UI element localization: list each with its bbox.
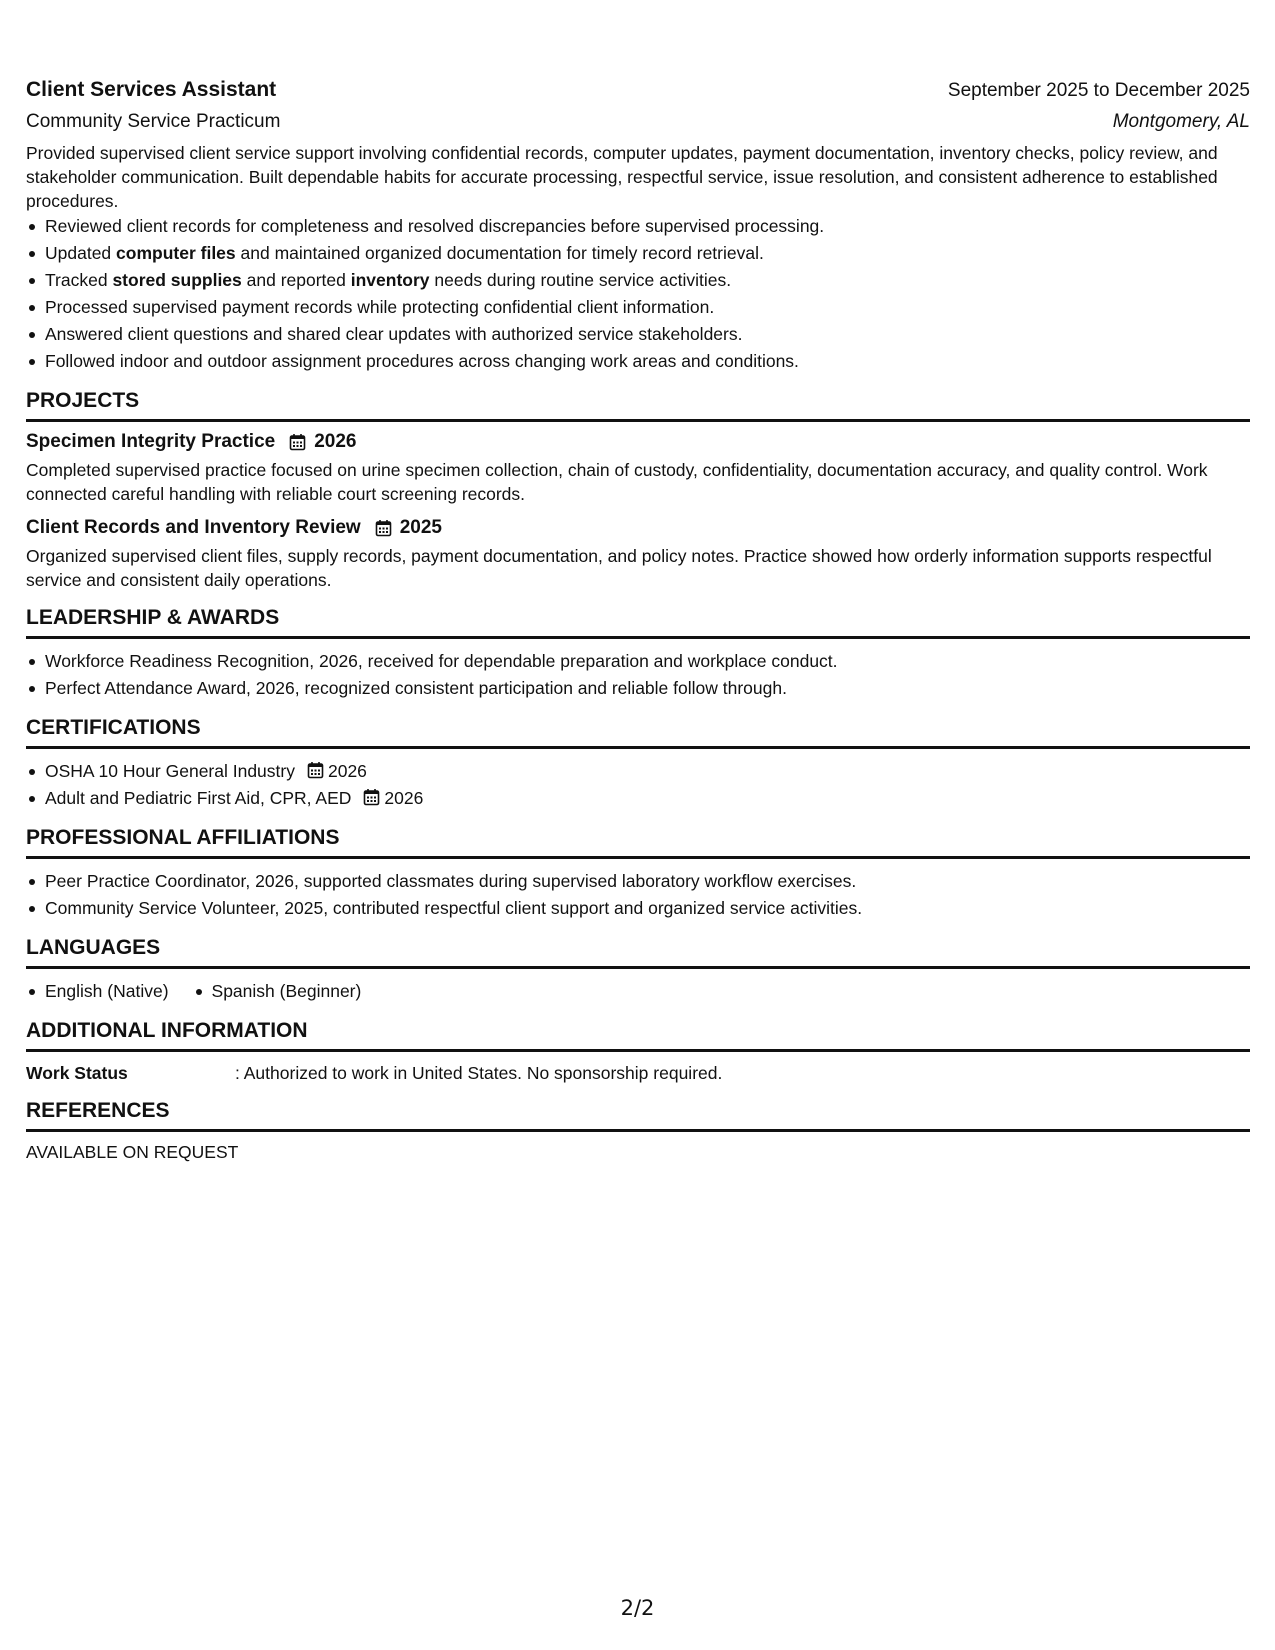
job-subheader [26, 111, 1250, 133]
list-item: Spanish (Beginner) [193, 978, 362, 1005]
bold-text: computer files [116, 243, 236, 263]
job-header [26, 78, 1250, 102]
list-item: Workforce Readiness Recognition, 2026, received for dependable preparation and workplace conduct. [26, 648, 1250, 675]
list-item: Processed supervised payment records while protecting confidential client information. [26, 294, 1250, 321]
section-heading: PROFESSIONAL AFFILIATIONS [26, 826, 1250, 859]
project-description: Completed supervised practice focused on urine specimen collection, chain of custody, confidentiality, documentation accuracy, and quality control. Work connected careful handling with reliable court screening records. [26, 460, 1208, 504]
job-bullets [26, 213, 1250, 375]
projects-section [26, 389, 1250, 592]
resume-page [26, 78, 1250, 1163]
languages-section [26, 936, 1250, 1005]
certification-date [363, 788, 423, 808]
calendar-icon [375, 519, 392, 537]
affiliations-section [26, 826, 1250, 922]
job-location: Montgomery, AL [1112, 111, 1250, 132]
list-item: Perfect Attendance Award, 2026, recognized consistent participation and reliable follow through. [26, 675, 1250, 702]
affiliation-list [26, 868, 1250, 922]
section-heading: LEADERSHIP & AWARDS [26, 606, 1250, 639]
certification-name: OSHA 10 Hour General Industry [45, 761, 295, 781]
certification-date [307, 761, 367, 781]
project-title: Specimen Integrity Practice [26, 431, 276, 452]
certification-year: 2026 [384, 788, 424, 808]
language-list [26, 978, 1250, 1005]
bold-text: inventory [350, 270, 430, 290]
project-entry [26, 517, 1250, 592]
list-item: Community Service Volunteer, 2025, contributed respectful client support and organized service activities. [26, 895, 1250, 922]
project-title-row [26, 517, 1250, 539]
list-item: Peer Practice Coordinator, 2026, supported classmates during supervised laboratory workflow exercises. [26, 868, 1250, 895]
text-run: and maintained organized documentation for timely record retrieval. [235, 243, 764, 263]
references-section [26, 1099, 1250, 1163]
list-item: Followed indoor and outdoor assignment procedures across changing work areas and conditions. [26, 348, 1250, 375]
project-entry [26, 431, 1250, 506]
list-item: Reviewed client records for completeness and resolved discrepancies before supervised processing. [26, 213, 1250, 240]
calendar-icon [289, 433, 306, 451]
project-title-row [26, 431, 1250, 453]
list-item [26, 240, 1250, 267]
job-title: Client Services Assistant [26, 78, 277, 101]
list-item: English (Native) [26, 978, 169, 1005]
text-run: needs during routine service activities. [429, 270, 732, 290]
section-heading: REFERENCES [26, 1099, 1250, 1132]
job-dates: September 2025 to December 2025 [947, 80, 1250, 101]
project-year: 2025 [399, 517, 442, 538]
list-item: Answered client questions and shared clear updates with authorized service stakeholders. [26, 321, 1250, 348]
calendar-icon [307, 761, 324, 779]
list-item [26, 785, 1250, 812]
section-heading: CERTIFICATIONS [26, 716, 1250, 749]
certification-list [26, 758, 1250, 812]
bold-text: stored supplies [112, 270, 242, 290]
calendar-icon [363, 788, 380, 806]
work-status-value: : Authorized to work in United States. No sponsorship required. [235, 1063, 723, 1083]
text-run: Tracked [45, 270, 113, 290]
section-heading: LANGUAGES [26, 936, 1250, 969]
award-list [26, 648, 1250, 702]
work-status-row [26, 1061, 1250, 1085]
section-heading: ADDITIONAL INFORMATION [26, 1019, 1250, 1052]
project-title: Client Records and Inventory Review [26, 517, 361, 538]
section-heading: PROJECTS [26, 389, 1250, 422]
list-item [26, 267, 1250, 294]
project-year: 2026 [314, 431, 357, 452]
certification-name: Adult and Pediatric First Aid, CPR, AED [45, 788, 352, 808]
job-organization: Community Service Practicum [26, 111, 281, 132]
additional-info-section [26, 1019, 1250, 1085]
text-run: Updated [45, 243, 117, 263]
list-item [26, 758, 1250, 785]
certifications-section [26, 716, 1250, 812]
leadership-section [26, 606, 1250, 702]
experience-entry [26, 78, 1250, 375]
job-description: Provided supervised client service support involving confidential records, computer updates, payment documentation, inventory checks, policy review, and stakeholder communication. Built dependable habits for accurate processing, respectful service, issue resolution, and consistent adherence to established procedures. [26, 143, 1218, 211]
certification-year: 2026 [327, 761, 367, 781]
project-description: Organized supervised client files, supply records, payment documentation, and policy notes. Practice showed how orderly information supports respectful service and consistent daily operations. [26, 546, 1212, 590]
work-status-label: Work Status [26, 1063, 128, 1083]
references-text: AVAILABLE ON REQUEST [26, 1142, 239, 1162]
text-run: and reported [241, 270, 351, 290]
page-number: 2/2 [620, 1596, 655, 1620]
